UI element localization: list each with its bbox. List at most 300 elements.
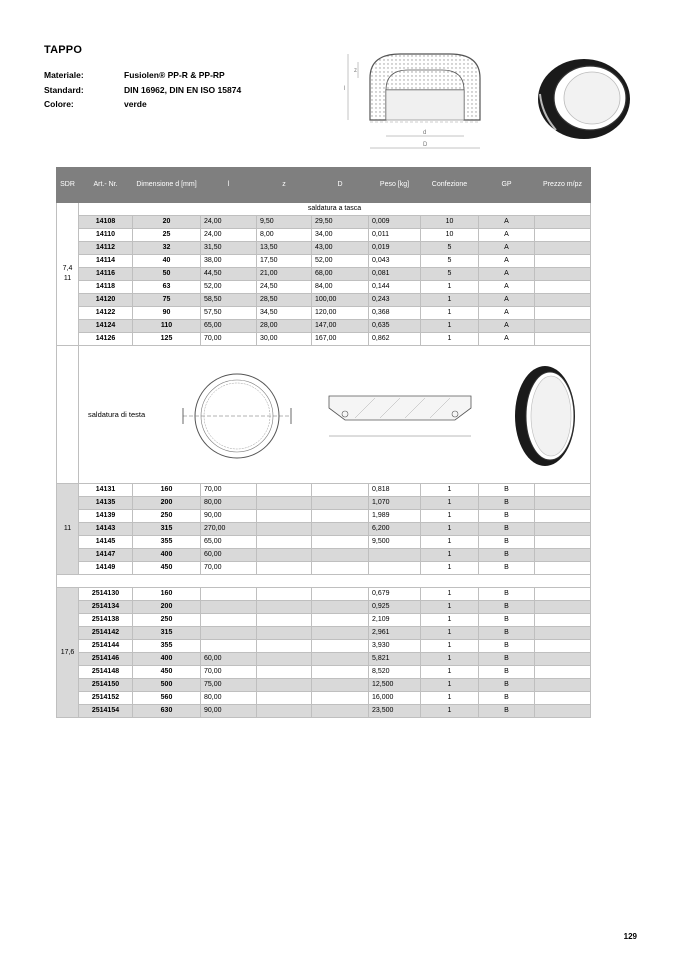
cell-article-number: 14108 bbox=[79, 216, 133, 229]
cell-outer-D: 120,00 bbox=[312, 307, 369, 320]
cell-package: 10 bbox=[421, 216, 479, 229]
cell-dimension-d: 200 bbox=[133, 497, 201, 510]
header-cell: SDR bbox=[57, 168, 79, 203]
cell-outer-D: 29,50 bbox=[312, 216, 369, 229]
cell-outer-D: 43,00 bbox=[312, 242, 369, 255]
cell-package: 1 bbox=[421, 549, 479, 562]
cell-package: 1 bbox=[421, 562, 479, 575]
cell-z-value: 30,00 bbox=[257, 333, 312, 346]
property-value: DIN 16962, DIN EN ISO 15874 bbox=[124, 85, 242, 95]
cell-gp: B bbox=[479, 562, 535, 575]
cell-package: 10 bbox=[421, 229, 479, 242]
cell-price bbox=[535, 614, 591, 627]
cell-weight: 2,961 bbox=[369, 627, 421, 640]
dim-d-label: d bbox=[423, 130, 427, 136]
cell-price bbox=[535, 536, 591, 549]
cell-dimension-d: 500 bbox=[133, 679, 201, 692]
cell-dimension-d: 560 bbox=[133, 692, 201, 705]
cell-gp: A bbox=[479, 229, 535, 242]
header-cell: Peso [kg] bbox=[369, 168, 421, 203]
cell-article-number: 14143 bbox=[79, 523, 133, 536]
cell-gp: A bbox=[479, 320, 535, 333]
cell-weight: 0,862 bbox=[369, 333, 421, 346]
cell-weight: 5,821 bbox=[369, 653, 421, 666]
table-row bbox=[57, 333, 591, 346]
cell-length-l: 24,00 bbox=[201, 216, 257, 229]
property-value: Fusiolen® PP-R & PP-RP bbox=[124, 70, 225, 80]
cell-package: 1 bbox=[421, 601, 479, 614]
separator-cell bbox=[57, 575, 591, 588]
cell-dimension-d: 160 bbox=[133, 588, 201, 601]
property-standard bbox=[44, 85, 241, 95]
section-label-row bbox=[57, 203, 591, 216]
cell-price bbox=[535, 268, 591, 281]
cell-price bbox=[535, 229, 591, 242]
cell-article-number: 14135 bbox=[79, 497, 133, 510]
cap-section-drawing bbox=[338, 50, 498, 155]
cell-z-value bbox=[257, 653, 312, 666]
cell-outer-D bbox=[312, 666, 369, 679]
cell-length-l: 58,50 bbox=[201, 294, 257, 307]
cell-length-l: 65,00 bbox=[201, 536, 257, 549]
cell-weight: 8,520 bbox=[369, 666, 421, 679]
cell-package: 1 bbox=[421, 588, 479, 601]
cell-weight bbox=[369, 549, 421, 562]
table-row bbox=[57, 549, 591, 562]
table-row bbox=[57, 653, 591, 666]
cell-weight: 0,679 bbox=[369, 588, 421, 601]
cell-weight: 0,635 bbox=[369, 320, 421, 333]
cell-price bbox=[535, 281, 591, 294]
cell-price bbox=[535, 627, 591, 640]
cell-length-l: 270,00 bbox=[201, 523, 257, 536]
cell-dimension-d: 355 bbox=[133, 536, 201, 549]
cell-article-number: 2514154 bbox=[79, 705, 133, 718]
figure-row bbox=[57, 346, 591, 484]
cell-gp: A bbox=[479, 255, 535, 268]
sdr-cell: 17,6 bbox=[57, 588, 79, 718]
cell-z-value bbox=[257, 692, 312, 705]
cell-z-value bbox=[257, 536, 312, 549]
figure-label: saldatura di testa bbox=[88, 410, 146, 419]
cell-dimension-d: 355 bbox=[133, 640, 201, 653]
cell-z-value: 34,50 bbox=[257, 307, 312, 320]
cell-weight: 23,500 bbox=[369, 705, 421, 718]
table-row bbox=[57, 627, 591, 640]
table-row bbox=[57, 705, 591, 718]
cell-z-value: 24,50 bbox=[257, 281, 312, 294]
cell-dimension-d: 50 bbox=[133, 268, 201, 281]
header-cell: Art.- Nr. bbox=[79, 168, 133, 203]
cap-product-image bbox=[534, 54, 634, 144]
table-row bbox=[57, 242, 591, 255]
cell-article-number: 14149 bbox=[79, 562, 133, 575]
cell-length-l bbox=[201, 640, 257, 653]
header-cell: D bbox=[312, 168, 369, 203]
cell-length-l bbox=[201, 588, 257, 601]
cell-article-number: 2514148 bbox=[79, 666, 133, 679]
cell-dimension-d: 450 bbox=[133, 562, 201, 575]
cell-outer-D: 84,00 bbox=[312, 281, 369, 294]
cell-length-l: 57,50 bbox=[201, 307, 257, 320]
cell-price bbox=[535, 679, 591, 692]
cell-article-number: 14122 bbox=[79, 307, 133, 320]
cell-package: 1 bbox=[421, 320, 479, 333]
cell-length-l: 24,00 bbox=[201, 229, 257, 242]
cell-package: 1 bbox=[421, 294, 479, 307]
cell-outer-D: 167,00 bbox=[312, 333, 369, 346]
cell-z-value: 28,50 bbox=[257, 294, 312, 307]
cell-package: 1 bbox=[421, 705, 479, 718]
cell-weight: 0,144 bbox=[369, 281, 421, 294]
cell-article-number: 14145 bbox=[79, 536, 133, 549]
cell-package: 1 bbox=[421, 679, 479, 692]
dim-l-label: l bbox=[344, 86, 346, 92]
cell-length-l: 70,00 bbox=[201, 562, 257, 575]
cell-dimension-d: 250 bbox=[133, 614, 201, 627]
cell-article-number: 2514150 bbox=[79, 679, 133, 692]
cell-price bbox=[535, 255, 591, 268]
cell-article-number: 2514146 bbox=[79, 653, 133, 666]
cell-gp: B bbox=[479, 536, 535, 549]
table-row bbox=[57, 281, 591, 294]
cell-price bbox=[535, 705, 591, 718]
cell-article-number: 2514142 bbox=[79, 627, 133, 640]
cell-price bbox=[535, 484, 591, 497]
cell-outer-D bbox=[312, 640, 369, 653]
table-row bbox=[57, 497, 591, 510]
cell-gp: B bbox=[479, 679, 535, 692]
cell-dimension-d: 630 bbox=[133, 705, 201, 718]
cell-gp: B bbox=[479, 666, 535, 679]
cell-z-value bbox=[257, 640, 312, 653]
cell-z-value: 21,00 bbox=[257, 268, 312, 281]
cell-weight: 12,500 bbox=[369, 679, 421, 692]
cell-price bbox=[535, 294, 591, 307]
cell-dimension-d: 25 bbox=[133, 229, 201, 242]
cell-price bbox=[535, 497, 591, 510]
cell-outer-D bbox=[312, 588, 369, 601]
table-row bbox=[57, 640, 591, 653]
table-row bbox=[57, 294, 591, 307]
cell-gp: A bbox=[479, 333, 535, 346]
cell-length-l bbox=[201, 627, 257, 640]
cell-gp: B bbox=[479, 523, 535, 536]
cell-gp: B bbox=[479, 653, 535, 666]
cell-z-value: 13,50 bbox=[257, 242, 312, 255]
cell-article-number: 2514134 bbox=[79, 601, 133, 614]
cell-package: 5 bbox=[421, 242, 479, 255]
cell-outer-D bbox=[312, 614, 369, 627]
cell-weight bbox=[369, 562, 421, 575]
cell-length-l: 90,00 bbox=[201, 510, 257, 523]
cell-outer-D bbox=[312, 679, 369, 692]
cell-gp: B bbox=[479, 601, 535, 614]
table-row bbox=[57, 484, 591, 497]
header-cell: z bbox=[257, 168, 312, 203]
cell-gp: B bbox=[479, 705, 535, 718]
cell-article-number: 14112 bbox=[79, 242, 133, 255]
cell-gp: A bbox=[479, 242, 535, 255]
table-row bbox=[57, 692, 591, 705]
cell-gp: B bbox=[479, 614, 535, 627]
cell-package: 1 bbox=[421, 627, 479, 640]
cell-outer-D bbox=[312, 705, 369, 718]
table-header-row bbox=[57, 168, 591, 203]
cell-z-value: 17,50 bbox=[257, 255, 312, 268]
cell-weight: 6,200 bbox=[369, 523, 421, 536]
cell-outer-D bbox=[312, 484, 369, 497]
cell-z-value: 8,00 bbox=[257, 229, 312, 242]
cell-dimension-d: 110 bbox=[133, 320, 201, 333]
cell-length-l: 52,00 bbox=[201, 281, 257, 294]
cell-gp: A bbox=[479, 216, 535, 229]
cell-dimension-d: 40 bbox=[133, 255, 201, 268]
page-number: 129 bbox=[623, 932, 637, 941]
table-row bbox=[57, 229, 591, 242]
cell-length-l: 70,00 bbox=[201, 333, 257, 346]
property-material bbox=[44, 70, 225, 80]
cell-length-l bbox=[201, 614, 257, 627]
cell-price bbox=[535, 666, 591, 679]
cell-length-l bbox=[201, 601, 257, 614]
page-title: TAPPO bbox=[44, 44, 83, 56]
table-row bbox=[57, 588, 591, 601]
cell-weight: 3,930 bbox=[369, 640, 421, 653]
table-row bbox=[57, 320, 591, 333]
cell-z-value bbox=[257, 549, 312, 562]
cell-price bbox=[535, 653, 591, 666]
cell-weight: 0,818 bbox=[369, 484, 421, 497]
cell-package: 1 bbox=[421, 497, 479, 510]
cell-article-number: 14126 bbox=[79, 333, 133, 346]
cell-length-l: 60,00 bbox=[201, 549, 257, 562]
cell-price bbox=[535, 588, 591, 601]
table-row bbox=[57, 601, 591, 614]
table-row bbox=[57, 268, 591, 281]
property-key: Colore: bbox=[44, 99, 74, 109]
cell-z-value bbox=[257, 484, 312, 497]
table-row bbox=[57, 536, 591, 549]
cell-dimension-d: 32 bbox=[133, 242, 201, 255]
cell-article-number: 14139 bbox=[79, 510, 133, 523]
dim-D-label: D bbox=[423, 142, 428, 148]
cell-weight: 2,109 bbox=[369, 614, 421, 627]
cell-gp: A bbox=[479, 281, 535, 294]
cell-z-value bbox=[257, 614, 312, 627]
cell-length-l: 65,00 bbox=[201, 320, 257, 333]
butt-weld-front-view bbox=[177, 368, 297, 468]
cell-package: 1 bbox=[421, 484, 479, 497]
cell-outer-D bbox=[312, 536, 369, 549]
cell-dimension-d: 450 bbox=[133, 666, 201, 679]
product-table bbox=[56, 167, 591, 718]
cell-outer-D: 68,00 bbox=[312, 268, 369, 281]
header-cell: Dimensione d [mm] bbox=[133, 168, 201, 203]
table-row bbox=[57, 216, 591, 229]
cell-price bbox=[535, 242, 591, 255]
cell-dimension-d: 90 bbox=[133, 307, 201, 320]
cell-z-value: 28,00 bbox=[257, 320, 312, 333]
cell-dimension-d: 200 bbox=[133, 601, 201, 614]
butt-weld-product-image bbox=[510, 361, 580, 471]
cell-z-value bbox=[257, 588, 312, 601]
cell-weight: 0,081 bbox=[369, 268, 421, 281]
cell-z-value bbox=[257, 601, 312, 614]
cell-z-value bbox=[257, 627, 312, 640]
cell-z-value bbox=[257, 523, 312, 536]
cell-gp: B bbox=[479, 588, 535, 601]
section-separator bbox=[57, 575, 591, 588]
cell-package: 1 bbox=[421, 536, 479, 549]
cell-weight: 0,243 bbox=[369, 294, 421, 307]
table-row bbox=[57, 679, 591, 692]
cell-price bbox=[535, 562, 591, 575]
cell-weight: 16,000 bbox=[369, 692, 421, 705]
cell-article-number: 14110 bbox=[79, 229, 133, 242]
property-value: verde bbox=[124, 99, 147, 109]
header-cell: l bbox=[201, 168, 257, 203]
cell-outer-D bbox=[312, 692, 369, 705]
cell-package: 1 bbox=[421, 281, 479, 294]
cell-outer-D bbox=[312, 523, 369, 536]
cell-length-l: 70,00 bbox=[201, 484, 257, 497]
cell-package: 1 bbox=[421, 614, 479, 627]
table-row bbox=[57, 307, 591, 320]
cell-weight: 0,019 bbox=[369, 242, 421, 255]
cell-article-number: 2514130 bbox=[79, 588, 133, 601]
cell-outer-D: 147,00 bbox=[312, 320, 369, 333]
property-key: Standard: bbox=[44, 85, 84, 95]
cell-article-number: 14120 bbox=[79, 294, 133, 307]
cell-weight: 0,368 bbox=[369, 307, 421, 320]
cell-gp: B bbox=[479, 484, 535, 497]
cell-dimension-d: 315 bbox=[133, 627, 201, 640]
cell-length-l: 75,00 bbox=[201, 679, 257, 692]
cell-weight: 1,070 bbox=[369, 497, 421, 510]
table-row bbox=[57, 523, 591, 536]
cell-dimension-d: 75 bbox=[133, 294, 201, 307]
cell-gp: B bbox=[479, 627, 535, 640]
cell-length-l: 80,00 bbox=[201, 497, 257, 510]
table-row bbox=[57, 255, 591, 268]
cell-article-number: 2514152 bbox=[79, 692, 133, 705]
cell-dimension-d: 400 bbox=[133, 653, 201, 666]
cell-outer-D bbox=[312, 653, 369, 666]
cell-gp: A bbox=[479, 294, 535, 307]
cell-price bbox=[535, 333, 591, 346]
cell-outer-D: 100,00 bbox=[312, 294, 369, 307]
header-cell: Confezione bbox=[421, 168, 479, 203]
cell-weight: 0,011 bbox=[369, 229, 421, 242]
cell-gp: B bbox=[479, 549, 535, 562]
cell-outer-D: 52,00 bbox=[312, 255, 369, 268]
cell-article-number: 14118 bbox=[79, 281, 133, 294]
cell-length-l: 60,00 bbox=[201, 653, 257, 666]
cell-package: 5 bbox=[421, 255, 479, 268]
cell-package: 1 bbox=[421, 653, 479, 666]
table-row bbox=[57, 666, 591, 679]
cell-length-l: 90,00 bbox=[201, 705, 257, 718]
property-color bbox=[44, 99, 147, 109]
cell-package: 5 bbox=[421, 268, 479, 281]
cell-article-number: 14116 bbox=[79, 268, 133, 281]
butt-weld-figure-cell bbox=[79, 346, 591, 484]
cell-price bbox=[535, 523, 591, 536]
header-cell: Prezzo m/pz bbox=[535, 168, 591, 203]
cell-outer-D bbox=[312, 497, 369, 510]
property-key: Materiale: bbox=[44, 70, 84, 80]
cell-outer-D bbox=[312, 627, 369, 640]
cell-package: 1 bbox=[421, 692, 479, 705]
section-label: saldatura a tasca bbox=[79, 203, 591, 216]
cell-price bbox=[535, 692, 591, 705]
cell-gp: B bbox=[479, 497, 535, 510]
cell-length-l: 44,50 bbox=[201, 268, 257, 281]
cell-package: 1 bbox=[421, 307, 479, 320]
cell-weight: 1,989 bbox=[369, 510, 421, 523]
cell-package: 1 bbox=[421, 640, 479, 653]
cell-price bbox=[535, 320, 591, 333]
cell-package: 1 bbox=[421, 666, 479, 679]
table-row bbox=[57, 614, 591, 627]
cell-z-value bbox=[257, 510, 312, 523]
cell-article-number: 2514144 bbox=[79, 640, 133, 653]
cell-weight: 0,925 bbox=[369, 601, 421, 614]
cell-length-l: 38,00 bbox=[201, 255, 257, 268]
cell-gp: A bbox=[479, 307, 535, 320]
cell-article-number: 14147 bbox=[79, 549, 133, 562]
cell-outer-D bbox=[312, 549, 369, 562]
cell-length-l: 80,00 bbox=[201, 692, 257, 705]
header-cell: GP bbox=[479, 168, 535, 203]
cell-package: 1 bbox=[421, 333, 479, 346]
cell-price bbox=[535, 307, 591, 320]
cell-outer-D bbox=[312, 562, 369, 575]
cell-package: 1 bbox=[421, 510, 479, 523]
sdr-cell: 11 bbox=[57, 484, 79, 575]
cell-gp: B bbox=[479, 640, 535, 653]
sdr-cell: 7,4 11 bbox=[57, 203, 79, 346]
cell-outer-D bbox=[312, 510, 369, 523]
cell-article-number: 14114 bbox=[79, 255, 133, 268]
cell-gp: B bbox=[479, 692, 535, 705]
cell-price bbox=[535, 216, 591, 229]
cell-price bbox=[535, 549, 591, 562]
cell-z-value: 9,50 bbox=[257, 216, 312, 229]
butt-weld-side-view bbox=[325, 388, 475, 448]
cell-dimension-d: 63 bbox=[133, 281, 201, 294]
cell-article-number: 14124 bbox=[79, 320, 133, 333]
cell-price bbox=[535, 601, 591, 614]
cell-package: 1 bbox=[421, 523, 479, 536]
cell-z-value bbox=[257, 666, 312, 679]
cell-gp: B bbox=[479, 510, 535, 523]
cell-dimension-d: 250 bbox=[133, 510, 201, 523]
cell-outer-D bbox=[312, 601, 369, 614]
cell-dimension-d: 20 bbox=[133, 216, 201, 229]
cell-price bbox=[535, 510, 591, 523]
cell-gp: A bbox=[479, 268, 535, 281]
cell-dimension-d: 315 bbox=[133, 523, 201, 536]
cell-weight: 0,043 bbox=[369, 255, 421, 268]
cell-dimension-d: 125 bbox=[133, 333, 201, 346]
cell-article-number: 14131 bbox=[79, 484, 133, 497]
cell-dimension-d: 400 bbox=[133, 549, 201, 562]
cell-z-value bbox=[257, 679, 312, 692]
cell-z-value bbox=[257, 705, 312, 718]
cell-z-value bbox=[257, 562, 312, 575]
